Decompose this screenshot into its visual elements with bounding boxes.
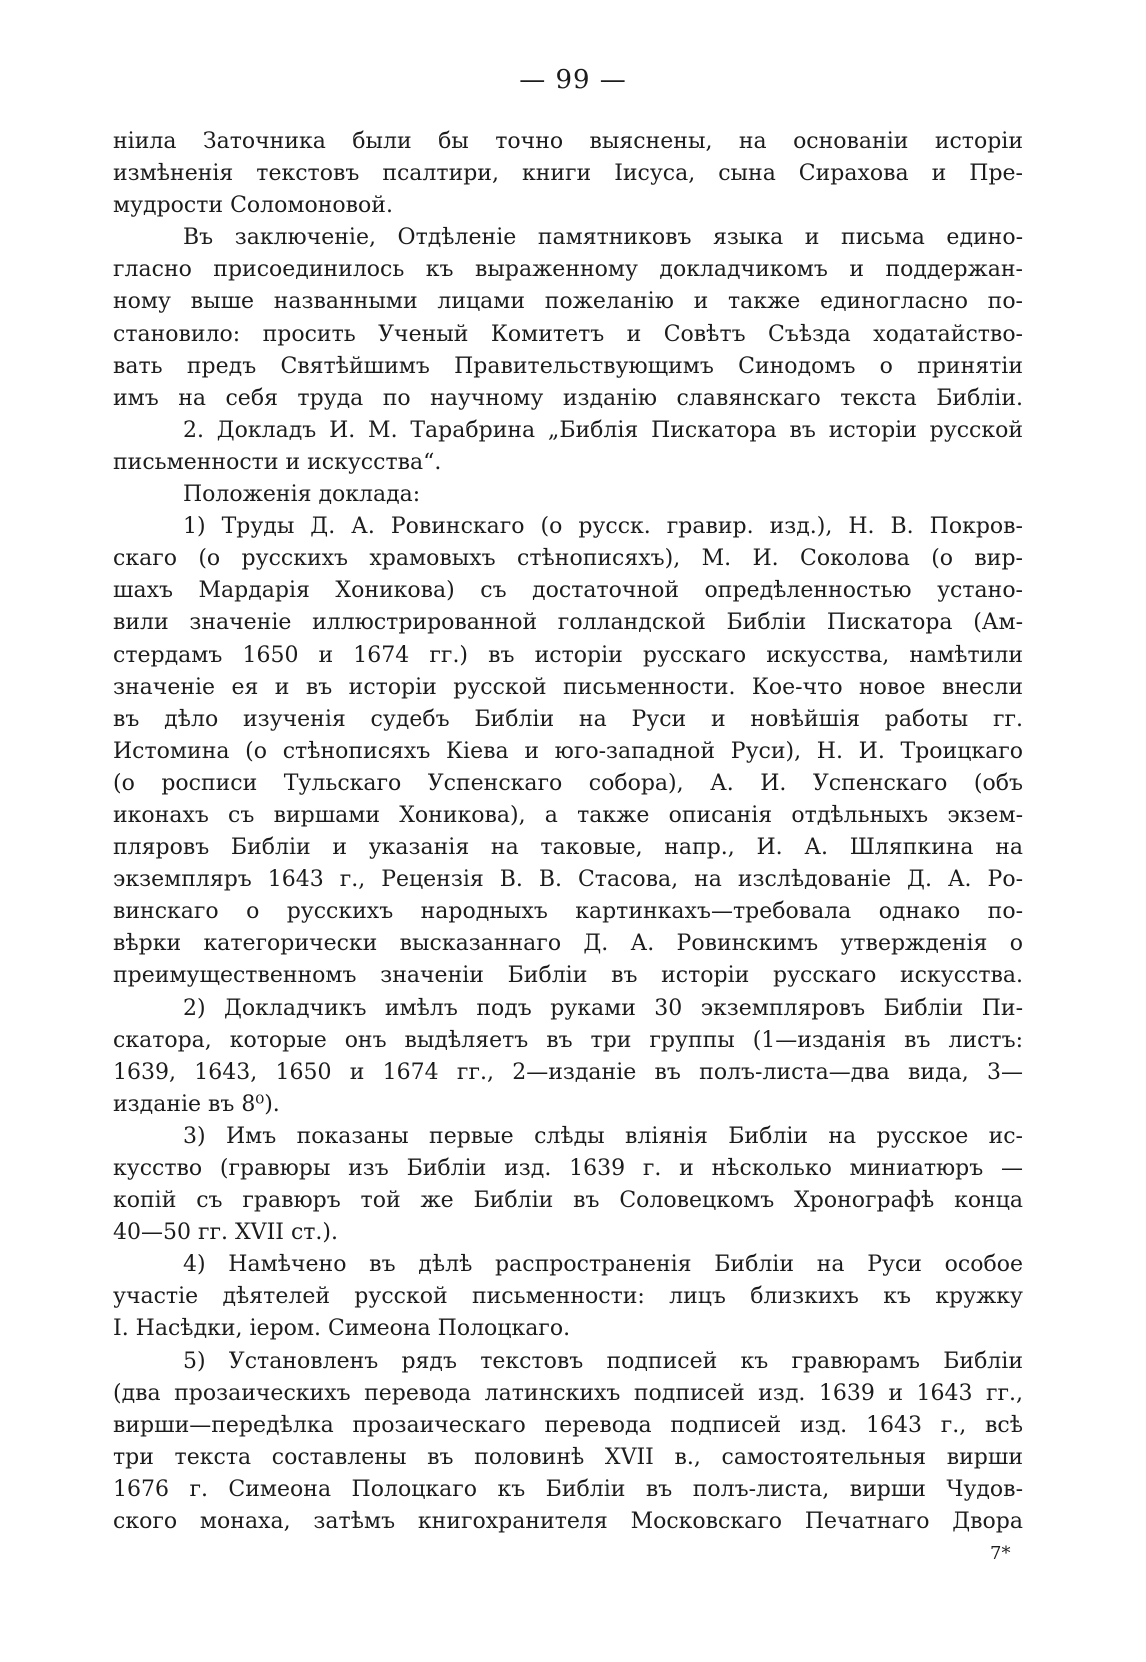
- text-line: I. Насѣдки, iером. Симеона Полоцкаго.: [113, 1316, 571, 1342]
- text-line: (о росписи Тульскаго Успенскаго собора), А. И. Успенскаго (объ: [113, 770, 1023, 796]
- body-text: [113, 126, 1023, 1538]
- text-line: три текста составлены въ половинѣ XVII в., самостоятельныя вирши: [113, 1444, 1023, 1470]
- page-number: — 99 —: [519, 65, 627, 95]
- text-line: Положенiя доклада:: [183, 482, 421, 508]
- text-line: нiила Заточника были бы точно выяснены, на основанiи исторiи: [113, 129, 1023, 154]
- text-line: 1676 г. Симеона Полоцкаго къ Библiи въ полъ-листа, вирши Чудов-: [113, 1476, 1023, 1502]
- text-line: становило: просить Ученый Комитетъ и Совѣтъ Съѣзда ходатайство-: [113, 321, 1023, 347]
- text-line: письменности и искусства“.: [113, 449, 442, 475]
- text-line: винскаго о русскихъ народныхъ картинкахъ—требовала однако по-: [113, 899, 1023, 925]
- text-line: вили значенiе иллюстрированной голландской Библiи Пискатора (Ам-: [113, 610, 1023, 636]
- text-line: мудрости Соломоновой.: [113, 193, 393, 219]
- text-line: преимущественномъ значенiи Библiи въ исторiи русскаго искусства.: [113, 963, 1023, 989]
- text-line: скатора, которые онъ выдѣляетъ въ три группы (1—изданiя въ листъ:: [113, 1027, 1023, 1053]
- text-line: иконахъ съ виршами Хоникова), а также описанiя отдѣльныхъ экзем-: [113, 802, 1023, 828]
- text-line: 1) Труды Д. А. Ровинскаго (о русск. гравир. изд.), Н. В. Покров-: [183, 514, 1023, 540]
- text-line: шахъ Мардарiя Хоникова) съ достаточной опредѣленностью устано-: [113, 578, 1023, 604]
- text-line: гласно присоединилось къ выраженному докладчикомъ и поддержан-: [113, 257, 1023, 283]
- signature-mark: 7*: [990, 1543, 1011, 1564]
- text-line: 2) Докладчикъ имѣлъ подъ руками 30 экземпляровъ Библiи Пи-: [183, 995, 1023, 1021]
- text-line: экземпляръ 1643 г., Рецензiя В. В. Стасова, на изслѣдованiе Д. А. Ро-: [113, 867, 1023, 893]
- text-line: ному выше названными лицами пожеланiю и также единогласно по-: [113, 289, 1023, 315]
- text-line: Истомина (о стѣнописяхъ Кiева и юго-западной Руси), Н. И. Троицкаго: [113, 738, 1023, 764]
- text-line: ского монаха, затѣмъ книгохранителя Московскаго Печатнаго Двора: [113, 1509, 1023, 1535]
- text-line: (два прозаическихъ перевода латинскихъ подписей изд. 1639 и 1643 гг.,: [113, 1380, 1023, 1406]
- text-line: 4) Намѣчено въ дѣлѣ распространенiя Библiи на Руси особое: [183, 1252, 1023, 1278]
- text-line: вать предъ Святѣйшимъ Правительствующимъ Синодомъ о принятiи: [113, 353, 1023, 379]
- text-line: 40—50 гг. XVII ст.).: [113, 1220, 339, 1246]
- text-line: 3) Имъ показаны первые слѣды влiянiя Библiи на русское ис-: [183, 1123, 1023, 1149]
- text-line: стердамъ 1650 и 1674 гг.) въ исторiи русскаго искусства, намѣтили: [113, 642, 1023, 668]
- text-line: Въ заключенiе, Отдѣленiе памятниковъ языка и письма едино-: [183, 225, 1023, 251]
- text-line: имъ на себя труда по научному изданiю славянскаго текста Библiи.: [113, 385, 1023, 411]
- text-line: кусство (гравюры изъ Библiи изд. 1639 г. и нѣсколько миниатюръ —: [113, 1156, 1023, 1181]
- text-line: въ дѣло изученiя судебъ Библiи на Руси и новѣйшiя работы гг.: [113, 706, 1023, 732]
- text-line: 2. Докладъ И. М. Тарабрина „Библiя Пискатора въ исторiи русской: [183, 417, 1023, 443]
- text-line: вѣрки категорически высказаннаго Д. А. Ровинскимъ утвержденiя о: [113, 931, 1023, 957]
- text-line: участiе дѣятелей русской письменности: лицъ близкихъ къ кружку: [113, 1284, 1023, 1310]
- text-line: скаго (о русскихъ храмовыхъ стѣнописяхъ), М. И. Соколова (о вир-: [113, 546, 1023, 572]
- text-line: копiй съ гравюръ той же Библiи въ Соловецкомъ Хронографѣ конца: [113, 1188, 1023, 1214]
- text-line: значенiе ея и въ исторiи русской письменности. Кое-что новое внесли: [113, 674, 1023, 700]
- text-line: 5) Установленъ рядъ текстовъ подписей къ гравюрамъ Библiи: [183, 1348, 1023, 1374]
- text-line: пляровъ Библiи и указанiя на таковые, напр., И. А. Шляпкина на: [113, 835, 1023, 861]
- text-line: 1639, 1643, 1650 и 1674 гг., 2—изданiе въ полъ-листа—два вида, 3—: [113, 1059, 1023, 1085]
- text-line: вирши—передѣлка прозаическаго перевода подписей изд. 1643 г., всѣ: [113, 1412, 1023, 1438]
- text-line: изданiе въ 8⁰).: [113, 1091, 280, 1117]
- text-line: измѣненiя текстовъ псалтири, книги Iисуса, сына Сирахова и Пре-: [113, 161, 1023, 187]
